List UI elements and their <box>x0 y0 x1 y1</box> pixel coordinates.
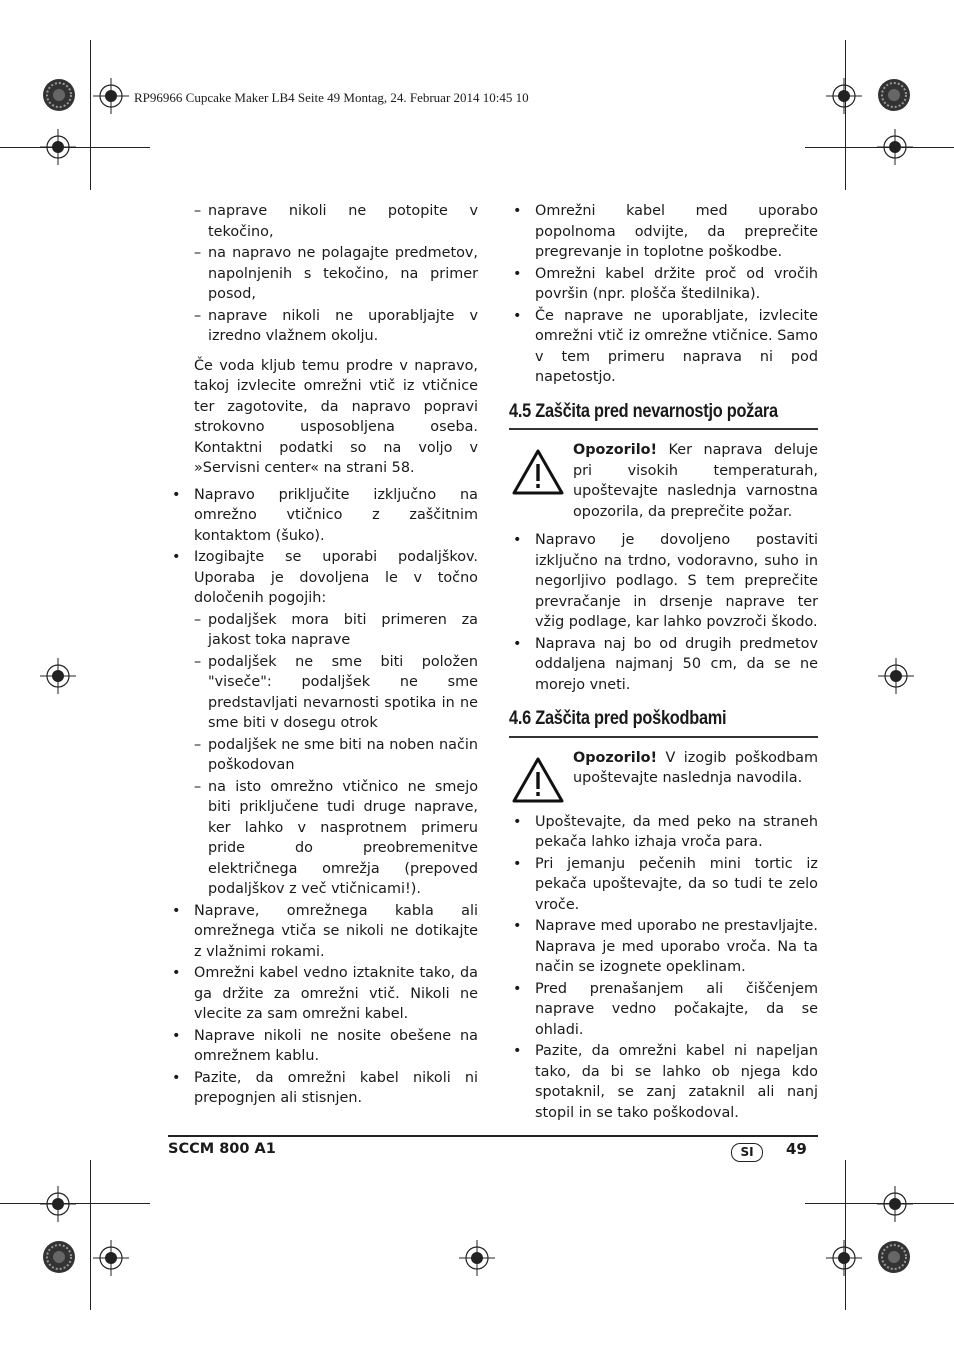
list-item: • Omrežni kabel med uporabo popolnoma odvijte, da preprečite pregrevanje in toplotne poškodbe. <box>509 201 818 263</box>
registration-mark-icon <box>40 1186 76 1222</box>
list-item: – naprave nikoli ne potopite v tekočino, <box>194 201 478 242</box>
list-item: – na napravo ne polagajte predmetov, napolnjenih s tekočino, na primer posod, <box>194 243 478 305</box>
warning-label: Opozorilo! <box>573 749 658 766</box>
right-column <box>509 201 818 1124</box>
section-rule <box>509 736 818 738</box>
color-target-icon <box>877 78 911 112</box>
list-item: • Napravo je dovoljeno postaviti izključno na trdno, vodoravno, suho in negorljivo podlago. S tem preprečite prevračanje in drsenje naprave ter vžig podlage, kar lahko povzroči škodo. <box>509 530 818 633</box>
warning-triangle-icon <box>511 448 565 496</box>
footer-model: SCCM 800 A1 <box>168 1141 276 1157</box>
registration-mark-icon <box>40 129 76 165</box>
registration-mark-icon <box>93 1240 129 1276</box>
warning-text: Opozorilo! Ker naprava deluje pri visokih temperaturah, upoštevajte naslednja varnostna opozorila, da preprečite požar. <box>573 442 818 520</box>
color-target-icon <box>42 1240 76 1274</box>
list-item: • Naprave nikoli ne nosite obešene na omrežnem kablu. <box>168 1026 478 1067</box>
list-item: – na isto omrežno vtičnico ne smejo biti priključene tudi druge naprave, ker lahko v nasprotnem primeru pride do preobremenitve električnega omrežja (prepoved podaljškov z več vtičnicami!). <box>194 777 478 900</box>
crop-mark <box>845 40 846 190</box>
crop-mark <box>90 1160 91 1310</box>
list-item: • Omrežni kabel držite proč od vročih površin (npr. plošča štedilnika). <box>509 264 818 305</box>
section-heading: 4.6 Zaščita pred poškodbami <box>509 708 727 729</box>
page-number: 49 <box>786 1140 807 1158</box>
warning-text: Opozorilo! V izogib poškodbam upoštevajte naslednja navodila. <box>573 749 818 786</box>
paragraph: Če voda kljub temu prodre v napravo, takoj izvlecite omrežni vtič iz vtičnice ter zagotovite, da napravo popravi strokovno usposobljena oseba. Kontaktni podatki so na voljo v »Servisni center« na strani 58. <box>194 357 478 476</box>
registration-mark-icon <box>826 78 862 114</box>
print-slug: RP96966 Cupcake Maker LB4 Seite 49 Montag, 24. Februar 2014 10:45 10 <box>134 90 529 105</box>
color-target-icon <box>42 78 76 112</box>
crop-mark <box>845 1160 846 1310</box>
warning-label: Opozorilo! <box>573 442 658 458</box>
list-item: • Pri jemanju pečenih mini tortic iz pekača upoštevajte, da so tudi te zelo vroče. <box>509 854 818 916</box>
list-item: • Naprave, omrežnega kabla ali omrežnega vtiča se nikoli ne dotikajte z vlažnimi rokami. <box>168 901 478 963</box>
crop-mark <box>90 40 91 190</box>
list-item: • Omrežni kabel vedno iztaknite tako, da ga držite za omrežni vtič. Nikoli ne vlecite za sam omrežni kabel. <box>168 963 478 1025</box>
section-heading: 4.5 Zaščita pred nevarnostjo požara <box>509 400 778 422</box>
registration-mark-icon <box>877 1186 913 1222</box>
list-item: • Pred prenašanjem ali čiščenjem naprave vedno počakajte, da se ohladi. <box>509 979 818 1041</box>
list-item: • Pazite, da omrežni kabel ni napeljan tako, da bi se lahko ob njega kdo spotaknil, se zanj zataknil ali nanj stopil in se tako poškodoval. <box>509 1041 818 1123</box>
warning-triangle-icon <box>511 756 565 804</box>
list-item: • Izogibajte se uporabi podaljškov. Uporaba je dovoljena le v točno določenih pogojih: <box>168 547 478 609</box>
registration-mark-icon <box>826 1240 862 1276</box>
left-column <box>168 201 478 1110</box>
language-badge: SI <box>731 1143 763 1162</box>
registration-mark-icon <box>459 1240 495 1276</box>
registration-mark-icon <box>877 129 913 165</box>
list-item: • Upoštevajte, da med peko na straneh pekača lahko izhaja vroča para. <box>509 812 818 853</box>
registration-mark-icon <box>878 658 914 694</box>
warning-block <box>509 748 818 804</box>
list-item: – podaljšek ne sme biti položen "viseče": podaljšek ne sme predstavljati nevarnosti spotika in ne sme biti v dosegu otrok <box>194 652 478 734</box>
list-item: – podaljšek mora biti primeren za jakost toka naprave <box>194 610 478 651</box>
list-item: – naprave nikoli ne uporabljajte v izredno vlažnem okolju. <box>194 306 478 347</box>
warning-block <box>509 440 818 522</box>
list-item: – podaljšek ne sme biti na noben način poškodovan <box>194 735 478 776</box>
footer-rule <box>168 1135 818 1137</box>
list-item: • Pazite, da omrežni kabel nikoli ni prepognjen ali stisnjen. <box>168 1068 478 1109</box>
list-item: • Če naprave ne uporabljate, izvlecite omrežni vtič iz omrežne vtičnice. Samo v tem primeru naprava ni pod napetostjo. <box>509 306 818 388</box>
list-item: • Naprava naj bo od drugih predmetov oddaljena najmanj 50 cm, da se ne morejo vneti. <box>509 634 818 696</box>
registration-mark-icon <box>93 78 129 114</box>
section-rule <box>509 428 818 430</box>
registration-mark-icon <box>40 658 76 694</box>
list-item: • Naprave med uporabo ne prestavljajte. Naprava je med uporabo vroča. Na ta način se izognete opeklinam. <box>509 916 818 978</box>
color-target-icon <box>877 1240 911 1274</box>
list-item: • Napravo priključite izključno na omrežno vtičnico z zaščitnim kontaktom (šuko). <box>168 485 478 547</box>
